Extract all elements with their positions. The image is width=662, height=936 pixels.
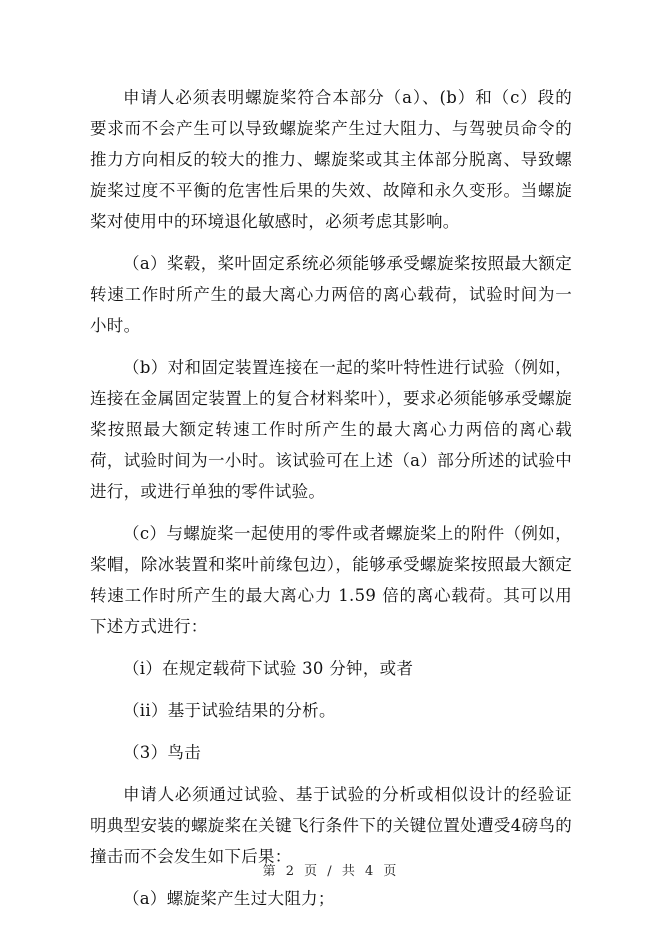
paragraph-item-a: （a）桨毂，桨叶固定系统必须能够承受螺旋桨按照最大额定转速工作时所产生的最大离心力两倍的离心载荷，试验时间为一小时。 bbox=[90, 254, 572, 335]
section-heading-bird-strike: （3）鸟击 bbox=[123, 743, 201, 762]
paragraph-item-c-i: （i）在规定载荷下试验 30 分钟，或者 bbox=[123, 659, 414, 678]
paragraph-bird-strike-a: （a）螺旋桨产生过大阻力； bbox=[123, 889, 335, 908]
document-body bbox=[90, 82, 572, 925]
paragraph-item-c: （c）与螺旋桨一起使用的零件或者螺旋桨上的附件（例如，桨帽，除冰装置和桨叶前缘包边），能够承受螺旋桨按照最大额定转速工作时所产生的最大离心力 1.59 倍的离心载荷。其可以用下述方式进行： bbox=[90, 524, 572, 636]
paragraph-item-c-ii: （ii）基于试验结果的分析。 bbox=[123, 701, 336, 720]
page-number-footer: 第 2 页 / 共 4 页 bbox=[262, 864, 400, 879]
paragraph-intro: 申请人必须表明螺旋桨符合本部分（a）、(b）和（c）段的要求而不会产生可以导致螺旋桨产生过大阻力、与驾驶员命令的推力方向相反的较大的推力、螺旋桨或其主体部分脱离、导致螺旋桨过度不平衡的危害性后果的失效、故障和永久变形。当螺旋桨对使用中的环境退化敏感时，必须考虑其影响。 bbox=[90, 88, 572, 231]
paragraph-item-b: （b）对和固定装置连接在一起的桨叶特性进行试验（例如，连接在金属固定装置上的复合材料桨叶），要求必须能够承受螺旋桨按照最大额定转速工作时所产生的最大离心力两倍的离心载荷，试验时间为一小时。该试验可在上述（a）部分所述的试验中进行，或进行单独的零件试验。 bbox=[90, 358, 572, 501]
paragraph-bird-strike: 申请人必须通过试验、基于试验的分析或相似设计的经验证明典型安装的螺旋桨在关键飞行条件下的关键位置处遭受4磅鸟的撞击而不会发生如下后果： bbox=[90, 785, 572, 866]
